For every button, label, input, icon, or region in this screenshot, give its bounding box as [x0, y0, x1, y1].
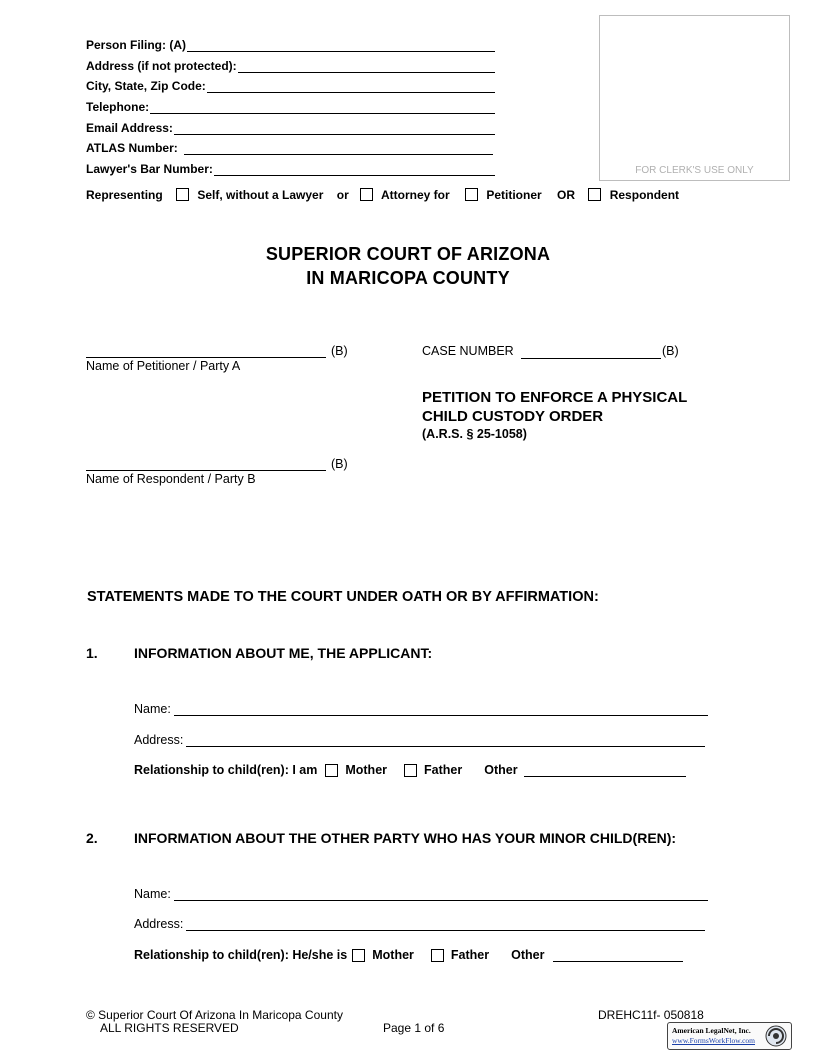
- section1-father-label: Father: [424, 763, 463, 777]
- case-number-input[interactable]: [521, 344, 661, 359]
- section1-name-input[interactable]: [174, 702, 708, 716]
- section2-address-row: [134, 915, 705, 931]
- telephone-row: [86, 96, 495, 114]
- section2-other-label: Other: [511, 948, 545, 962]
- statements-heading: STATEMENTS MADE TO THE COURT UNDER OATH OR BY AFFIRMATION:: [87, 589, 599, 605]
- section1-name-label: Name:: [134, 702, 171, 716]
- court-title-line2: IN MARICOPA COUNTY: [306, 268, 510, 288]
- section2-relationship-row: [134, 946, 683, 962]
- section1-number: 1.: [86, 645, 98, 661]
- person-filing-input[interactable]: [187, 39, 495, 52]
- petitioner-checkbox[interactable]: [465, 188, 478, 201]
- section2-relationship-label: Relationship to child(ren): He/she is: [134, 948, 348, 962]
- section1-other-input[interactable]: [524, 763, 686, 777]
- section2-number: 2.: [86, 830, 98, 846]
- section1-address-row: [134, 731, 705, 747]
- case-number-label: CASE NUMBER: [422, 344, 514, 358]
- city-state-zip-row: [86, 75, 495, 93]
- petitioner-name-input[interactable]: [86, 357, 326, 358]
- court-title-line1: SUPERIOR COURT OF ARIZONA: [265, 244, 551, 264]
- atlas-number-input[interactable]: [184, 142, 493, 155]
- section1-name-row: [134, 700, 708, 716]
- petition-title-line1: PETITION TO ENFORCE A PHYSICAL: [422, 389, 688, 406]
- section1-address-label: Address:: [134, 733, 184, 747]
- american-legalnet-logo[interactable]: [667, 1022, 792, 1050]
- city-state-zip-label: City, State, Zip Code:: [86, 79, 206, 93]
- person-filing-row: [86, 34, 495, 52]
- section1-mother-label: Mother: [345, 763, 388, 777]
- section2-father-checkbox[interactable]: [431, 949, 444, 962]
- representing-row: [86, 188, 685, 202]
- bar-number-input[interactable]: [214, 163, 495, 176]
- clerk-use-label: FOR CLERK'S USE ONLY: [635, 165, 754, 176]
- attorney-checkbox[interactable]: [360, 188, 373, 201]
- email-input[interactable]: [174, 122, 495, 135]
- section1-mother-checkbox[interactable]: [325, 764, 338, 777]
- petitioner-label: Petitioner: [486, 188, 542, 202]
- section1-address-input[interactable]: [186, 733, 705, 747]
- section1-relationship-label: Relationship to child(ren): I am: [134, 763, 318, 777]
- section2-other-input[interactable]: [553, 948, 683, 962]
- city-state-zip-input[interactable]: [207, 80, 495, 93]
- address-input[interactable]: [238, 60, 495, 73]
- section1-relationship-row: [134, 761, 686, 777]
- email-row: [86, 117, 495, 135]
- or-text-2: OR: [557, 188, 576, 202]
- section2-mother-checkbox[interactable]: [352, 949, 365, 962]
- section2-address-label: Address:: [134, 917, 184, 931]
- section2-title: INFORMATION ABOUT THE OTHER PARTY WHO HAS YOUR MINOR CHILD(REN):: [134, 830, 677, 846]
- email-label: Email Address:: [86, 121, 173, 135]
- section1-other-label: Other: [484, 763, 518, 777]
- bar-number-label: Lawyer's Bar Number:: [86, 162, 213, 176]
- atlas-number-row: [86, 137, 493, 155]
- respondent-name-input[interactable]: [86, 470, 326, 471]
- petition-statute: (A.R.S. § 25-1058): [422, 427, 527, 441]
- bar-number-row: [86, 158, 495, 176]
- section1-title: INFORMATION ABOUT ME, THE APPLICANT:: [134, 645, 433, 661]
- representing-label: Representing: [86, 188, 163, 202]
- section1-father-checkbox[interactable]: [404, 764, 417, 777]
- telephone-label: Telephone:: [86, 100, 150, 114]
- section2-mother-label: Mother: [372, 948, 414, 962]
- self-checkbox[interactable]: [176, 188, 189, 201]
- address-row: [86, 55, 495, 73]
- respondent-checkbox[interactable]: [588, 188, 601, 201]
- footer-form-code: DREHC11f- 050818: [598, 1008, 704, 1022]
- self-label: Self, without a Lawyer: [197, 188, 324, 202]
- respondent-marker: (B): [331, 457, 348, 471]
- petition-title-line2: CHILD CUSTODY ORDER: [422, 408, 604, 425]
- respondent-label: Name of Respondent / Party B: [86, 472, 256, 486]
- telephone-input[interactable]: [150, 101, 495, 114]
- logo-company-name: American LegalNet, Inc.: [672, 1026, 751, 1035]
- clerk-use-box: [599, 15, 790, 181]
- section2-father-label: Father: [450, 948, 490, 962]
- respondent-label: Respondent: [609, 188, 680, 202]
- logo-swirl-icon: [763, 1024, 789, 1048]
- petitioner-marker: (B): [331, 344, 348, 358]
- section2-name-input[interactable]: [174, 887, 708, 901]
- person-filing-label: Person Filing: (A): [86, 38, 186, 52]
- atlas-number-label: ATLAS Number:: [86, 141, 178, 155]
- section2-name-label: Name:: [134, 887, 171, 901]
- logo-website-link[interactable]: www.FormsWorkFlow.com: [672, 1036, 756, 1045]
- petitioner-label: Name of Petitioner / Party A: [86, 359, 241, 373]
- footer-rights: ALL RIGHTS RESERVED: [100, 1021, 239, 1035]
- footer-copyright: © Superior Court Of Arizona In Maricopa County: [86, 1008, 343, 1022]
- address-label: Address (if not protected):: [86, 59, 237, 73]
- section2-address-input[interactable]: [186, 917, 705, 931]
- footer-page-number: Page 1 of 6: [383, 1021, 445, 1035]
- section2-name-row: [134, 885, 708, 901]
- or-text: or: [336, 188, 349, 202]
- attorney-label: Attorney for: [380, 188, 450, 202]
- case-number-marker: (B): [662, 344, 679, 358]
